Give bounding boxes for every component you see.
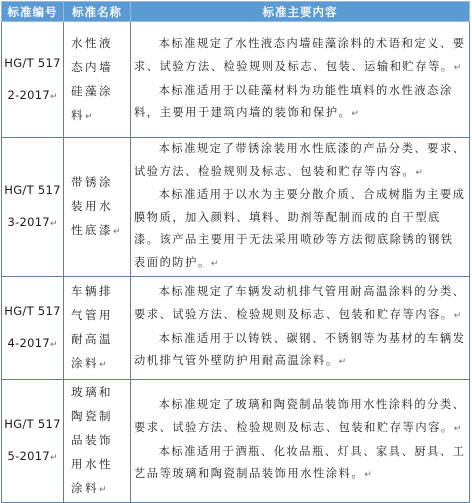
standard-code-line: 5-2017↵ bbox=[7, 448, 58, 463]
header-standard-name: 标准名称 bbox=[64, 2, 131, 22]
standard-name: 玻璃和陶瓷制品装饰用水性涂料 bbox=[71, 384, 113, 495]
content-paragraph: 本标准规定了水性液态内墙硅藻涂料的术语和定义、要求、试验方法、检验规则及标志、包装、运输和贮存等。↵ bbox=[134, 37, 466, 73]
standard-name-cell: 水性液态内墙硅藻涂料↵ bbox=[64, 22, 131, 138]
standard-name: 带锈涂装用水性底漆 bbox=[71, 174, 113, 237]
table-header-row bbox=[2, 2, 470, 22]
standard-code-cell bbox=[2, 22, 64, 138]
content-paragraph: 本标准适用于酒瓶、化妆品瓶、灯具、家具、厨具、工艺品等玻璃和陶瓷制品装饰用水性涂料。↵ bbox=[134, 444, 466, 481]
table-row bbox=[2, 22, 470, 138]
standard-content-cell bbox=[131, 138, 470, 277]
standard-code-cell bbox=[2, 276, 64, 379]
standard-code-line: HG/T 517 bbox=[4, 303, 61, 318]
standard-name-cell: 车辆排气管用耐高温涂料↵ bbox=[64, 276, 131, 379]
standard-name: 水性液态内墙硅藻涂料 bbox=[71, 35, 113, 122]
standard-name-cell: 带锈涂装用水性底漆↵ bbox=[64, 138, 131, 277]
standard-name-cell: 玻璃和陶瓷制品装饰用水性涂料↵ bbox=[64, 379, 131, 502]
table-row bbox=[2, 276, 470, 379]
standard-content-cell bbox=[131, 22, 470, 138]
standard-content-cell bbox=[131, 379, 470, 502]
standard-code-line: HG/T 517 bbox=[4, 182, 61, 197]
content-paragraph: 本标准适用于以铸铁、碳钢、不锈钢等为基材的车辆发动机排气管外壁防护用耐高温涂料。↵ bbox=[134, 331, 466, 368]
standard-code-cell bbox=[2, 138, 64, 277]
standards-table-frame bbox=[1, 1, 471, 495]
standard-code-line: 4-2017↵ bbox=[7, 335, 58, 350]
header-standard-code: 标准编号 bbox=[2, 2, 64, 22]
standard-name: 车辆排气管用耐高温涂料 bbox=[71, 283, 113, 370]
content-paragraph: 本标准适用于以水为主要分散介质、合成树脂为主要成膜物质，加入颜料、填料、助剂等配制而成的自干型底漆。该产品主要用于无法采用喷砂等方法彻底除锈的钢铁表面的防护。↵ bbox=[134, 188, 466, 269]
standard-code-line: 2-2017↵ bbox=[7, 87, 58, 102]
table-row bbox=[2, 138, 470, 277]
content-paragraph: 本标准规定了玻璃和陶瓷制品装饰用水性涂料的分类、要求、试验方法、检验规则及标志、包装和贮存等内容。↵ bbox=[134, 398, 466, 434]
standard-code-line: 3-2017↵ bbox=[7, 214, 58, 229]
table-row bbox=[2, 379, 470, 502]
content-paragraph: 本标准规定了带锈涂装用水性底漆的产品分类、要求、试验方法、检验规则及标志、包装和贮存等内容。↵ bbox=[134, 142, 466, 178]
standard-code-cell bbox=[2, 379, 64, 502]
content-paragraph: 本标准规定了车辆发动机排气管用耐高温涂料的分类、要求、试验方法、检验规则及标志、包装和贮存等内容。↵ bbox=[134, 285, 466, 321]
standard-content-cell bbox=[131, 276, 470, 379]
standards-table bbox=[1, 1, 470, 503]
standard-code-line: HG/T 517 bbox=[4, 55, 61, 70]
header-main-content: 标准主要内容 bbox=[131, 2, 470, 22]
standard-code-line: HG/T 517 bbox=[4, 416, 61, 431]
content-paragraph: 本标准适用于以硅藻材料为功能性填料的水性液态涂料，主要用于建筑内墙的装饰和保护。↵ bbox=[134, 83, 453, 120]
